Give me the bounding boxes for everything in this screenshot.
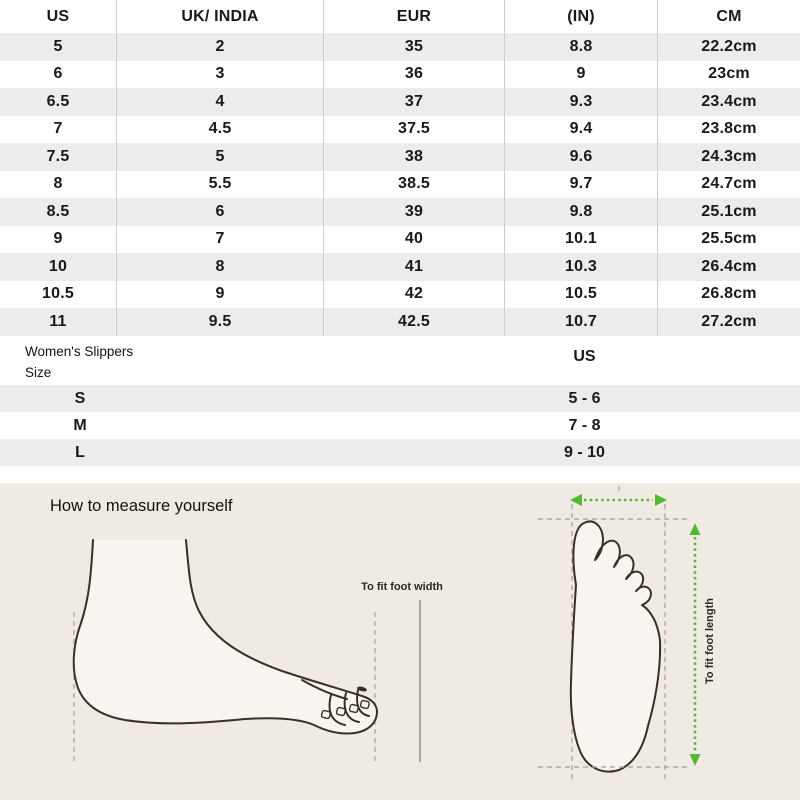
size-table-cell: 10 — [0, 253, 117, 281]
size-table-row — [0, 33, 800, 61]
foot-width-arrow — [570, 494, 667, 506]
size-table-cell: 9.5 — [117, 308, 324, 336]
toenail-1 — [321, 710, 330, 719]
womens-slippers-row — [0, 385, 800, 412]
womens-slippers-title-line2: Size — [25, 365, 52, 380]
size-table-cell: 38.5 — [324, 171, 505, 199]
size-table-header-row — [0, 0, 800, 33]
size-table-cell: 7 — [117, 226, 324, 254]
size-table-cell: 8 — [0, 171, 117, 199]
size-table-cell: 9.8 — [505, 198, 658, 226]
size-table-cell: 8.8 — [505, 33, 658, 61]
size-table-cell: 25.1cm — [701, 202, 757, 220]
toenail-4 — [360, 700, 369, 709]
toenail-2 — [336, 707, 345, 716]
size-table-cell: 8 — [117, 253, 324, 281]
size-table-body — [0, 33, 800, 336]
size-table-cell: 9 — [0, 226, 117, 254]
size-table-cell: 10.5 — [0, 281, 117, 309]
length-arrow-bottom-head — [690, 754, 701, 766]
foot-length-arrow — [690, 523, 701, 766]
size-table-cell: 23.4cm — [701, 92, 757, 110]
size-table-cell: 23cm — [708, 65, 750, 83]
size-table-cell: 35 — [324, 33, 505, 61]
womens-slippers-row — [0, 439, 800, 466]
size-table-cell: 9.6 — [505, 143, 658, 171]
size-table-cell: 10.7 — [505, 308, 658, 336]
size-table-cell: 42.5 — [324, 308, 505, 336]
size-table-cell: 9.7 — [505, 171, 658, 199]
measure-diagrams — [0, 483, 800, 800]
size-table-col-header: UK/ INDIA — [117, 0, 324, 33]
size-table-row — [0, 281, 800, 309]
size-table-row — [0, 308, 800, 336]
size-table-row — [0, 116, 800, 144]
length-arrow-top-head — [690, 523, 701, 535]
measure-guide-heading: How to measure yourself — [50, 497, 233, 515]
size-table-cell: 4.5 — [117, 116, 324, 144]
size-table-col-header: (IN) — [505, 0, 658, 33]
womens-slippers-body — [0, 385, 800, 466]
foot-sole-sketch — [538, 486, 716, 780]
size-table-cell: 10.3 — [505, 253, 658, 281]
size-table-cell: 5 — [117, 143, 324, 171]
size-table-row — [0, 226, 800, 254]
foot-length-label: To fit foot length — [704, 598, 716, 684]
size-table-cell: 24.7cm — [701, 175, 757, 193]
foot-width-label: To fit foot width — [361, 581, 443, 593]
size-table-cell: 40 — [324, 226, 505, 254]
size-table-cell: 23.8cm — [701, 120, 757, 138]
size-table-cell: 6.5 — [0, 88, 117, 116]
size-table-cell: 8.5 — [0, 198, 117, 226]
size-table-cell: 26.8cm — [701, 285, 757, 303]
size-table-cell: 9 — [505, 61, 658, 89]
size-table-col-header: US — [0, 0, 117, 33]
size-table-cell: 3 — [117, 61, 324, 89]
slipper-size-label: M — [73, 417, 87, 434]
size-table-cell: 7.5 — [0, 143, 117, 171]
size-table-cell: 10.1 — [505, 226, 658, 254]
size-table-cell: 2 — [117, 33, 324, 61]
size-table-cell: 6 — [0, 61, 117, 89]
slipper-size-label: L — [75, 444, 85, 461]
size-table-cell: 9 — [117, 281, 324, 309]
size-table-cell: 22.2cm — [701, 37, 757, 55]
foot-side-view-sketch — [74, 540, 443, 763]
foot-side-outline — [74, 540, 377, 734]
size-table-row — [0, 143, 800, 171]
size-table-cell: 41 — [324, 253, 505, 281]
size-table-cell: 11 — [0, 308, 117, 336]
size-table-cell: 6 — [117, 198, 324, 226]
womens-slippers-row — [0, 412, 800, 439]
toenail-3 — [349, 704, 358, 713]
size-table-cell: 42 — [324, 281, 505, 309]
size-table-row — [0, 171, 800, 199]
size-table-cell: 5 — [0, 33, 117, 61]
size-table-cell: 9.4 — [505, 116, 658, 144]
size-table-cell: 25.5cm — [701, 230, 757, 248]
foot-sole-outline — [571, 521, 660, 771]
size-table-cell: 26.4cm — [701, 257, 757, 275]
womens-slippers-header-row — [0, 335, 800, 385]
size-table-col-header: CM — [716, 7, 742, 25]
womens-slippers-title — [25, 341, 133, 383]
womens-slippers-title-line1: Women's Slippers — [25, 344, 134, 359]
size-table-row — [0, 253, 800, 281]
size-table-col-header: EUR — [324, 0, 505, 33]
size-table-row — [0, 61, 800, 89]
shoe-size-table — [0, 0, 800, 336]
size-table-cell: 7 — [0, 116, 117, 144]
womens-slippers-table — [0, 335, 800, 466]
size-table-cell: 38 — [324, 143, 505, 171]
size-table-cell: 24.3cm — [701, 147, 757, 165]
size-table-cell: 5.5 — [117, 171, 324, 199]
size-table-cell: 37 — [324, 88, 505, 116]
slipper-us-value: 7 - 8 — [568, 417, 601, 434]
size-table-cell: 36 — [324, 61, 505, 89]
size-table-cell: 4 — [117, 88, 324, 116]
size-table-row — [0, 198, 800, 226]
size-table-cell: 10.5 — [505, 281, 658, 309]
size-table-cell: 9.3 — [505, 88, 658, 116]
slipper-us-value: 5 - 6 — [568, 390, 601, 407]
size-table-cell: 37.5 — [324, 116, 505, 144]
slipper-us-value: 9 - 10 — [564, 444, 605, 461]
womens-slippers-us-header: US — [573, 348, 596, 365]
size-table-cell: 39 — [324, 198, 505, 226]
slipper-size-label: S — [74, 390, 86, 407]
measure-guide-panel — [0, 483, 800, 800]
size-table-row — [0, 88, 800, 116]
size-table-cell: 27.2cm — [701, 312, 757, 330]
